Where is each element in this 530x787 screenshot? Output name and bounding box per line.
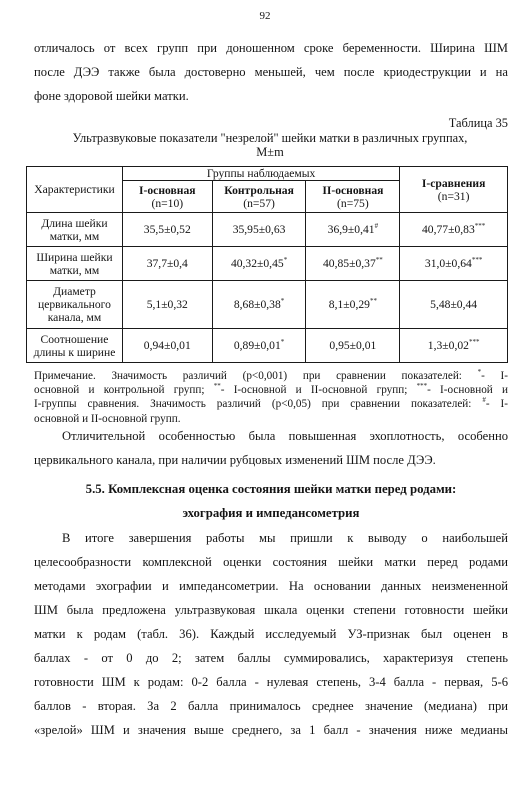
intro-line-1: отличалось от всех групп при доношенном сроке беременности. Ширина ШМ bbox=[34, 41, 508, 55]
ultrasound-table bbox=[26, 166, 508, 363]
cell-value: 0,95±0,01 bbox=[306, 329, 400, 363]
para3-line-1: В итоге завершения работы мы пришли к выводу о наибольшей bbox=[62, 531, 508, 545]
cell-value: 8,1±0,29** bbox=[306, 281, 400, 329]
row-label-line: Ширина шейки bbox=[36, 250, 113, 264]
table-caption bbox=[30, 131, 510, 159]
cell-value: 35,5±0,52 bbox=[122, 213, 212, 247]
table-row bbox=[27, 247, 508, 281]
cell-value: 5,1±0,32 bbox=[122, 281, 212, 329]
cell-value: 40,32±0,45* bbox=[212, 247, 306, 281]
section-heading-line-1: 5.5. Комплексная оценка состояния шейки матки перед родами: bbox=[85, 482, 457, 496]
row-label-line: Диаметр bbox=[53, 285, 96, 298]
row-label-line: Длина шейки bbox=[41, 216, 108, 230]
para3-line-7: готовности ШМ к родам: 0-2 балла - нулевая степень, 3-4 балла - первая, 5-6 bbox=[34, 675, 508, 689]
cell-value: 5,48±0,44 bbox=[400, 281, 508, 329]
note-line-2: основной и контрольной групп; **- I-основной и II-основной групп; ***- I-основной и bbox=[34, 382, 509, 397]
table-caption-line-1: Ультразвуковые показатели "незрелой" шейки матки в различных группах, bbox=[72, 131, 468, 145]
header-col1-name: I-основная bbox=[139, 183, 196, 197]
table-row bbox=[27, 329, 508, 363]
table-caption-line-2: M±m bbox=[256, 145, 284, 159]
header-characteristics: Характеристики bbox=[27, 167, 123, 213]
intro-line-3: фоне здоровой шейки матки. bbox=[34, 89, 189, 103]
row-label-line: цервикального bbox=[38, 298, 111, 311]
table-label: Таблица 35 bbox=[448, 116, 508, 130]
row-label-line: матки, мм bbox=[49, 229, 100, 243]
header-col4 bbox=[400, 167, 508, 213]
note-line-3: I-группы сравнения. Значимость различий (p<0,05) при сравнении показателей: #- I- bbox=[34, 396, 508, 411]
cell-value: 37,7±0,4 bbox=[122, 247, 212, 281]
header-col2 bbox=[212, 181, 306, 213]
table-note bbox=[34, 369, 508, 426]
header-col4-n: (n=31) bbox=[437, 189, 470, 203]
row-label bbox=[27, 247, 123, 281]
para2-line-2: цервикального канала, при наличии рубцовых изменений ШМ после ДЭЭ. bbox=[34, 453, 436, 467]
cell-value: 31,0±0,64*** bbox=[400, 247, 508, 281]
header-group-span: Группы наблюдаемых bbox=[122, 167, 399, 181]
table-row bbox=[27, 213, 508, 247]
cell-value: 8,68±0,38* bbox=[212, 281, 306, 329]
para3-line-3: методами эхографии и импедансометрии. На основании данных неизмененной bbox=[34, 579, 508, 593]
row-label-line: матки, мм bbox=[49, 263, 100, 277]
header-col1-n: (n=10) bbox=[151, 196, 184, 210]
header-col3-n: (n=75) bbox=[337, 196, 369, 210]
cell-value: 1,3±0,02*** bbox=[400, 329, 508, 363]
row-label bbox=[27, 329, 123, 363]
header-col1 bbox=[122, 181, 212, 213]
header-col3 bbox=[306, 181, 400, 213]
para3-line-2: целесообразности комплексной оценки состояния шейки матки перед родами bbox=[34, 555, 508, 569]
cell-value: 0,89±0,01* bbox=[212, 329, 306, 363]
para3-line-5: матки к родам (табл. 36). Каждый исследуемый УЗ-признак был оценен в bbox=[34, 627, 508, 641]
note-line-1: Примечание. Значимость различий (p<0,001) при сравнении показателей: *- I- bbox=[34, 368, 508, 382]
header-col4-name: I-сравнения bbox=[421, 176, 486, 190]
row-label-line: длины к ширине bbox=[33, 345, 116, 359]
cell-value: 35,95±0,63 bbox=[212, 213, 306, 247]
header-col2-n: (n=57) bbox=[243, 196, 275, 210]
header-col3-name: II-основная bbox=[322, 183, 384, 197]
cell-value: 36,9±0,41# bbox=[306, 213, 400, 247]
para3-line-9: «зрелой» ШМ и значения выше среднего, за 1 балл - значения ниже медианы bbox=[34, 723, 508, 737]
page-number: 92 bbox=[259, 10, 271, 22]
intro-line-2: после ДЭЭ также была достоверно меньшей, чем после криодеструкции и на bbox=[34, 65, 508, 79]
para3-line-4: ШМ была предложена ультразвуковая шкала оценки степени готовности шейки bbox=[34, 603, 508, 617]
row-label bbox=[27, 281, 123, 329]
row-label bbox=[27, 213, 123, 247]
row-label-line: Соотношение bbox=[40, 332, 109, 346]
para2-line-1: Отличительной особенностью была повышенная эхоплотность, особенно bbox=[62, 429, 508, 443]
cell-value: 40,77±0,83*** bbox=[400, 213, 508, 247]
row-label-line: канала, мм bbox=[47, 311, 102, 324]
note-line-4: основной и II-основной групп. bbox=[34, 412, 181, 425]
header-col2-name: Контрольная bbox=[224, 183, 294, 197]
cell-value: 0,94±0,01 bbox=[122, 329, 212, 363]
cell-value: 40,85±0,37** bbox=[306, 247, 400, 281]
para3-line-6: баллах - от 0 до 2; затем баллы суммировались, характеризуя степень bbox=[34, 651, 508, 665]
para3-line-8: баллов - вторая. За 2 балла принималось среднее значение (медиана) при bbox=[34, 699, 508, 713]
section-heading-line-2: эхография и импедансометрия bbox=[182, 506, 360, 520]
table-row bbox=[27, 281, 508, 329]
